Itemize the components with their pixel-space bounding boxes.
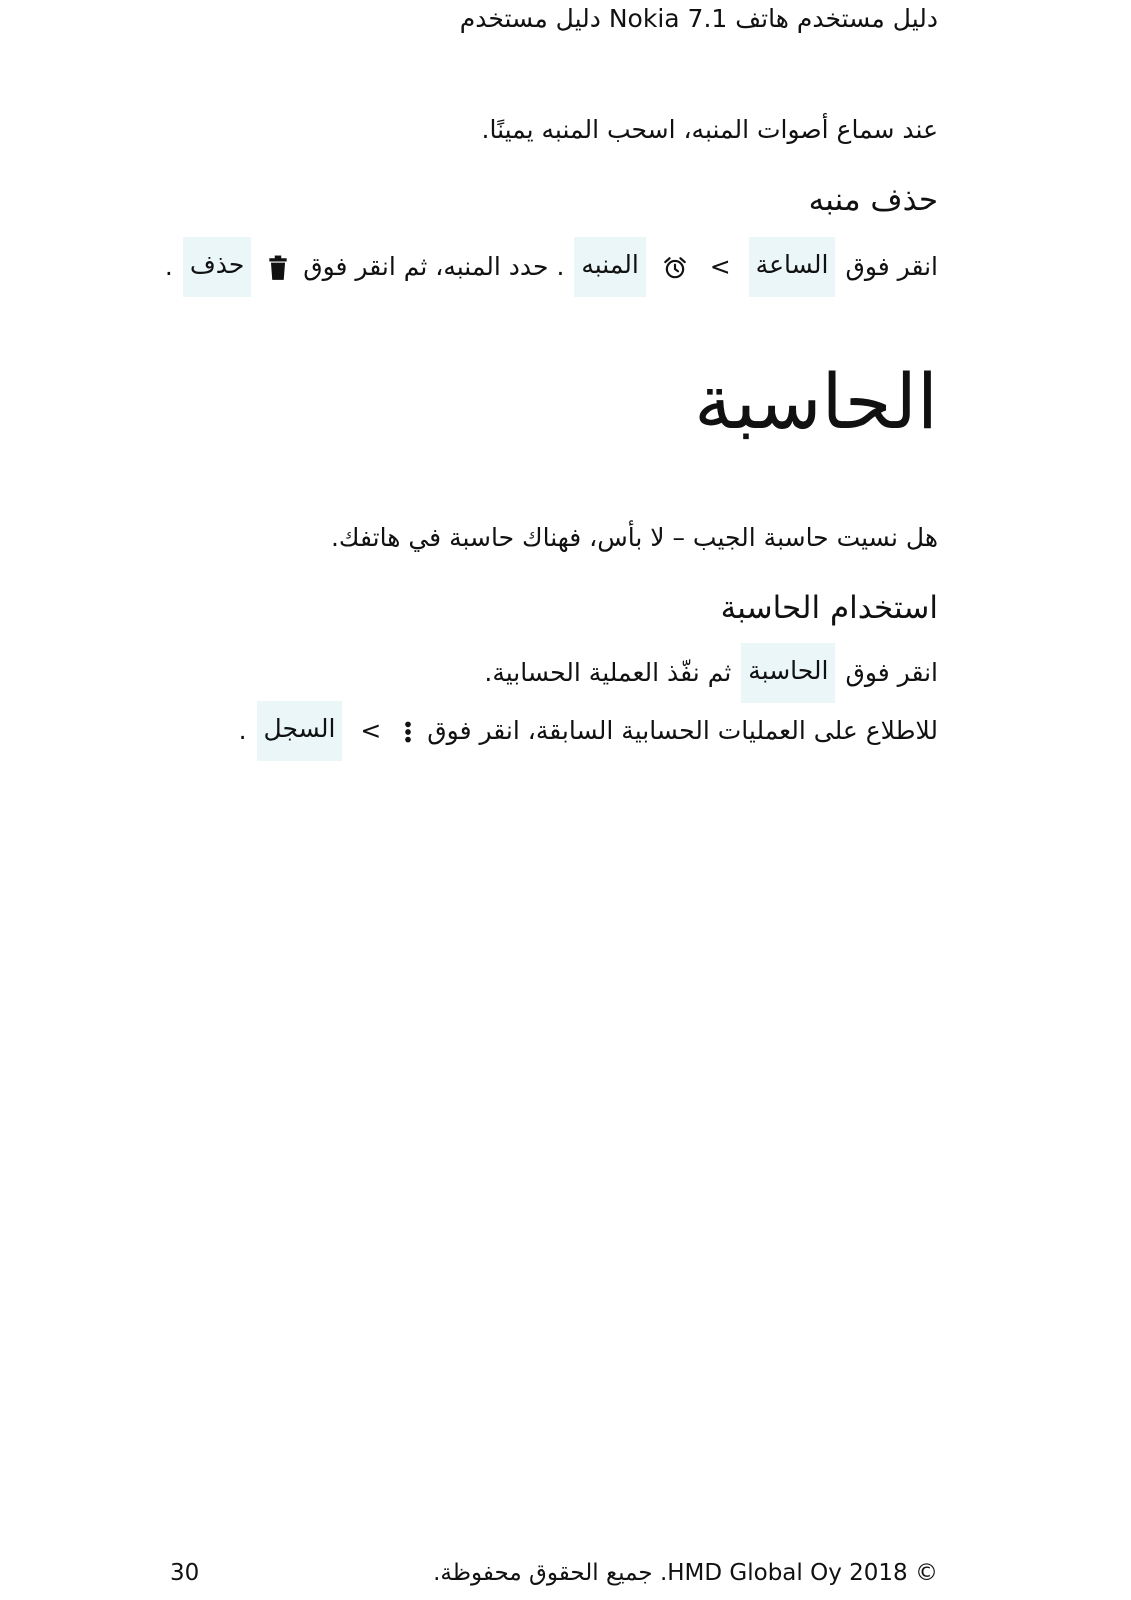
calculator-step-1 — [484, 643, 938, 703]
calculator-app-label: الحاسبة — [741, 643, 835, 703]
separator: > — [360, 716, 382, 745]
clock-app-label: الساعة — [749, 237, 836, 297]
separator: > — [709, 252, 731, 281]
delete-alarm-heading: حذف منبه — [808, 182, 938, 218]
alarm-dismiss-paragraph: عند سماع أصوات المنبه، اسحب المنبه يمينًا. — [481, 115, 938, 144]
copyright-footer: © 2018 HMD Global Oy. جميع الحقوق محفوظة. — [433, 1560, 938, 1586]
calculator-intro: هل نسيت حاسبة الجيب – لا بأس، فهناك حاسبة في هاتفك. — [330, 523, 938, 552]
alarm-tab-label: المنبه — [574, 237, 646, 297]
page-number: 30 — [170, 1560, 200, 1586]
end-period: . — [164, 252, 173, 281]
tap-on-text: انقر فوق — [845, 252, 938, 281]
alarm-clock-icon — [662, 255, 688, 281]
use-calculator-heading: استخدام الحاسبة — [720, 590, 938, 626]
delete-label: حذف — [183, 237, 252, 297]
history-label: السجل — [257, 701, 343, 761]
perform-calculation-text: ثم نفّذ العملية الحسابية. — [484, 658, 732, 687]
tap-on-text: انقر فوق — [845, 658, 938, 687]
view-history-text: للاطلاع على العمليات الحسابية السابقة، انقر فوق — [427, 716, 938, 745]
more-vert-icon — [403, 719, 413, 745]
document-header: دليل مستخدم هاتف Nokia 7.1 دليل مستخدم — [459, 4, 938, 33]
delete-alarm-step — [165, 237, 938, 297]
end-period: . — [238, 716, 247, 745]
trash-icon — [267, 255, 289, 281]
calculator-title: الحاسبة — [694, 357, 938, 446]
select-alarm-text: . حدد المنبه، ثم انقر فوق — [303, 252, 565, 281]
calculator-step-2 — [239, 701, 938, 761]
